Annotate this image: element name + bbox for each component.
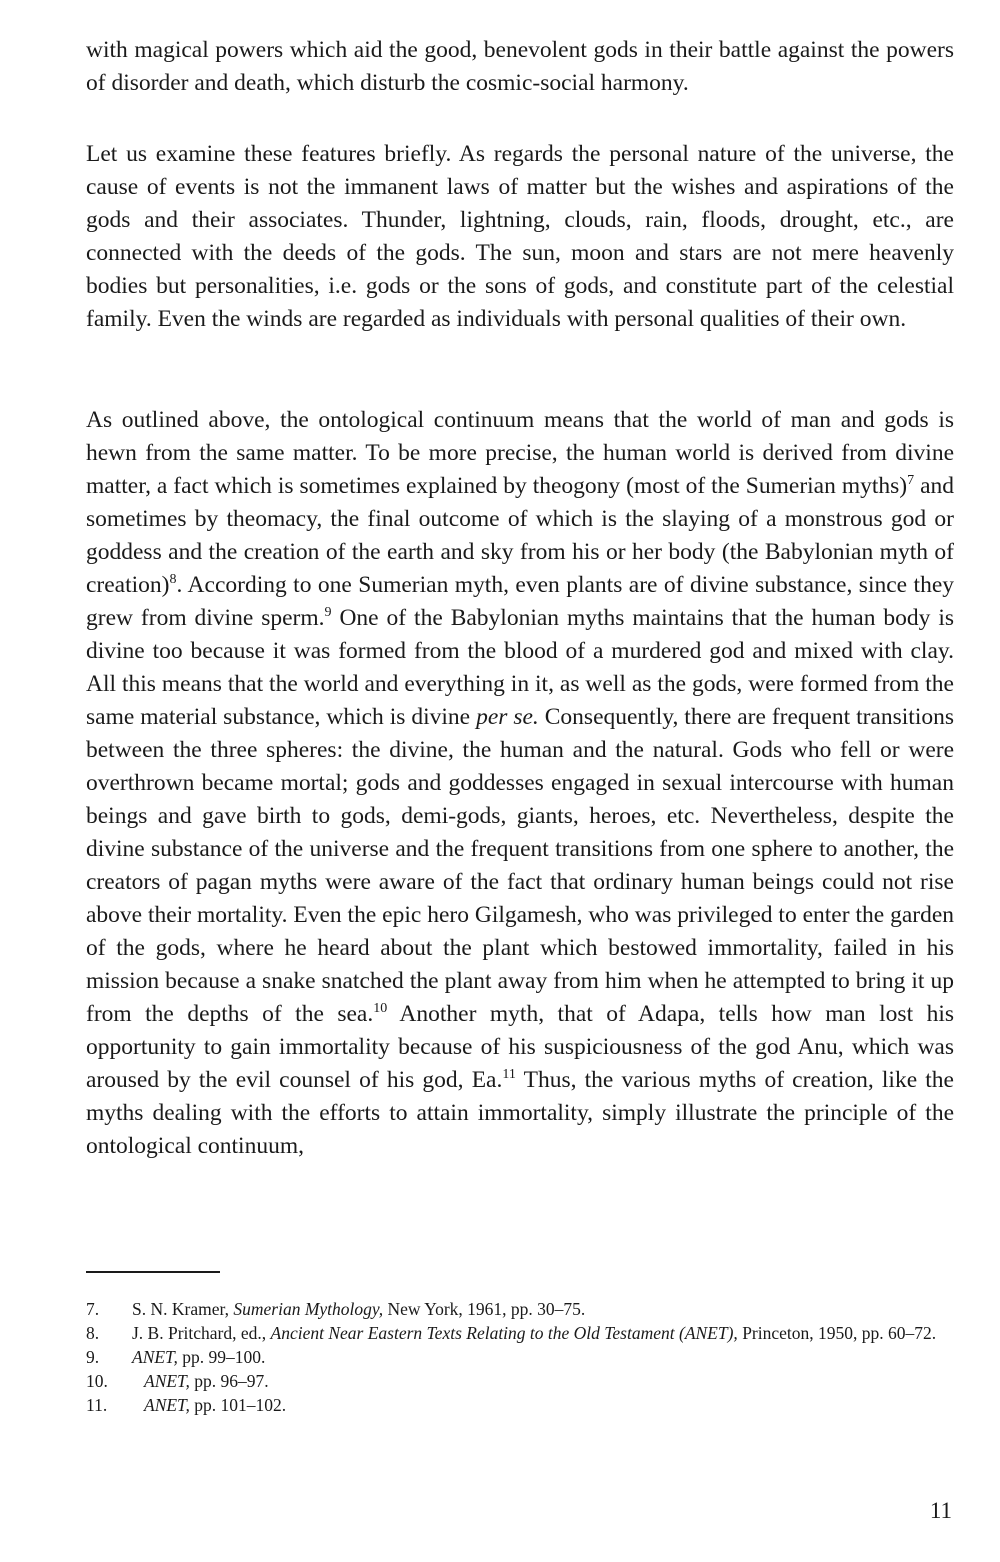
footnote-title: ANET, <box>144 1371 190 1391</box>
paragraph-3 <box>86 404 954 1163</box>
footnote-number: 9. <box>86 1347 100 1367</box>
footnote-title: ANET, <box>144 1395 190 1415</box>
footnote-number: 7. <box>86 1299 100 1319</box>
footnote-text: J. B. Pritchard, ed., <box>132 1323 271 1343</box>
footnote-text: Princeton, 1950, pp. 60–72. <box>737 1323 937 1343</box>
footnote-ref-10[interactable]: 10 <box>373 1001 388 1017</box>
footnotes <box>86 1297 954 1417</box>
paragraph-3-text: Consequently, there are frequent transitions between the three spheres: the divine, the human and the natural. Gods who fell or were overthrown became mortal; gods and goddesses engaged in sexual intercourse with human beings and gave birth to gods, demi-gods, giants, heroes, etc. Nevertheless, despite the divine substance of the universe and the frequent transitions from one sphere to another, the creators of pagan myths were aware of the fact that ordinary human beings could not rise above their mortality. Even the epic hero Gilgamesh, who was privileged to enter the garden of the gods, where he heard about the plant which bestowed immortality, failed in his mission because a snake snatched the plant away from him when he attempted to bring it up from the depths of the sea. <box>86 704 954 1027</box>
paragraph-3-text: . According to one Sumerian myth, even plants are of divine substance, since they grew from divine sperm. <box>86 572 954 631</box>
footnote-title: Ancient Near Eastern Texts Relating to the Old Testament (ANET), <box>270 1323 738 1343</box>
footnote-ref-11[interactable]: 11 <box>502 1067 516 1083</box>
footnote-text: New York, 1961, pp. 30–75. <box>383 1299 586 1319</box>
paragraph-3-text: As outlined above, the ontological continuum means that the world of man and gods is hewn from the same matter. To be more precise, the human world is derived from divine matter, a fact which is sometimes explained by theogony (most of the Sumerian myths) <box>86 407 954 499</box>
footnote-text: pp. 101–102. <box>189 1395 287 1415</box>
footnote-8 <box>86 1321 954 1345</box>
paragraph-1: with magical powers which aid the good, benevolent gods in their battle against the powers of disorder and death, which disturb the cosmic-social harmony. <box>86 37 954 96</box>
page-number: 11 <box>929 1498 952 1523</box>
footnote-text: pp. 99–100. <box>177 1347 266 1367</box>
paragraph-3-text: One of the Babylonian myths maintains that the human body is divine too because it was formed from the blood of a murdered god and mixed with clay. All this means that the world and everything in it, as well as the gods, were formed from the same material substance, which is divine <box>86 605 955 730</box>
footnote-ref-9[interactable]: 9 <box>324 605 332 621</box>
footnote-number: 11. <box>86 1395 108 1415</box>
footnote-text: pp. 96–97. <box>189 1371 269 1391</box>
footnote-9 <box>86 1345 954 1369</box>
footnote-11 <box>86 1393 954 1417</box>
footnote-title: Sumerian Mythology, <box>233 1299 384 1319</box>
footnote-number: 8. <box>86 1323 100 1343</box>
paragraph-3-text: Another myth, that of Adapa, tells how man lost his opportunity to gain immortality because of his suspiciousness of the god Anu, which was aroused by the evil counsel of his god, Ea. <box>86 1001 954 1093</box>
italic-phrase: per se. <box>476 704 539 730</box>
footnote-ref-7[interactable]: 7 <box>907 473 915 489</box>
footnote-7 <box>86 1297 954 1321</box>
footnote-divider <box>86 1271 220 1273</box>
footnote-number: 10. <box>86 1371 108 1391</box>
footnote-10 <box>86 1369 954 1393</box>
footnote-ref-8[interactable]: 8 <box>169 572 177 588</box>
paragraph-3-text: and sometimes by theomacy, the final outcome of which is the slaying of a monstrous god or goddess and the creation of the earth and sky from his or her body (the Babylonian myth of creation) <box>86 473 954 598</box>
footnote-title: ANET, <box>132 1347 178 1367</box>
paragraph-2: Let us examine these features briefly. As regards the personal nature of the universe, the cause of events is not the immanent laws of matter but the wishes and aspirations of the gods and their associates. Thunder, lightning, clouds, rain, floods, drought, etc., are connected with the deeds of the gods. The sun, moon and stars are not mere heavenly bodies but personalities, i.e. gods or the sons of gods, and constitute part of the celestial family. Even the winds are regarded as individuals with personal qualities of their own. <box>86 141 954 332</box>
paragraph-3-text: Thus, the various myths of creation, like the myths dealing with the efforts to attain immortality, simply illustrate the principle of the ontological continuum, <box>86 1067 954 1159</box>
footnote-text: S. N. Kramer, <box>132 1299 234 1319</box>
